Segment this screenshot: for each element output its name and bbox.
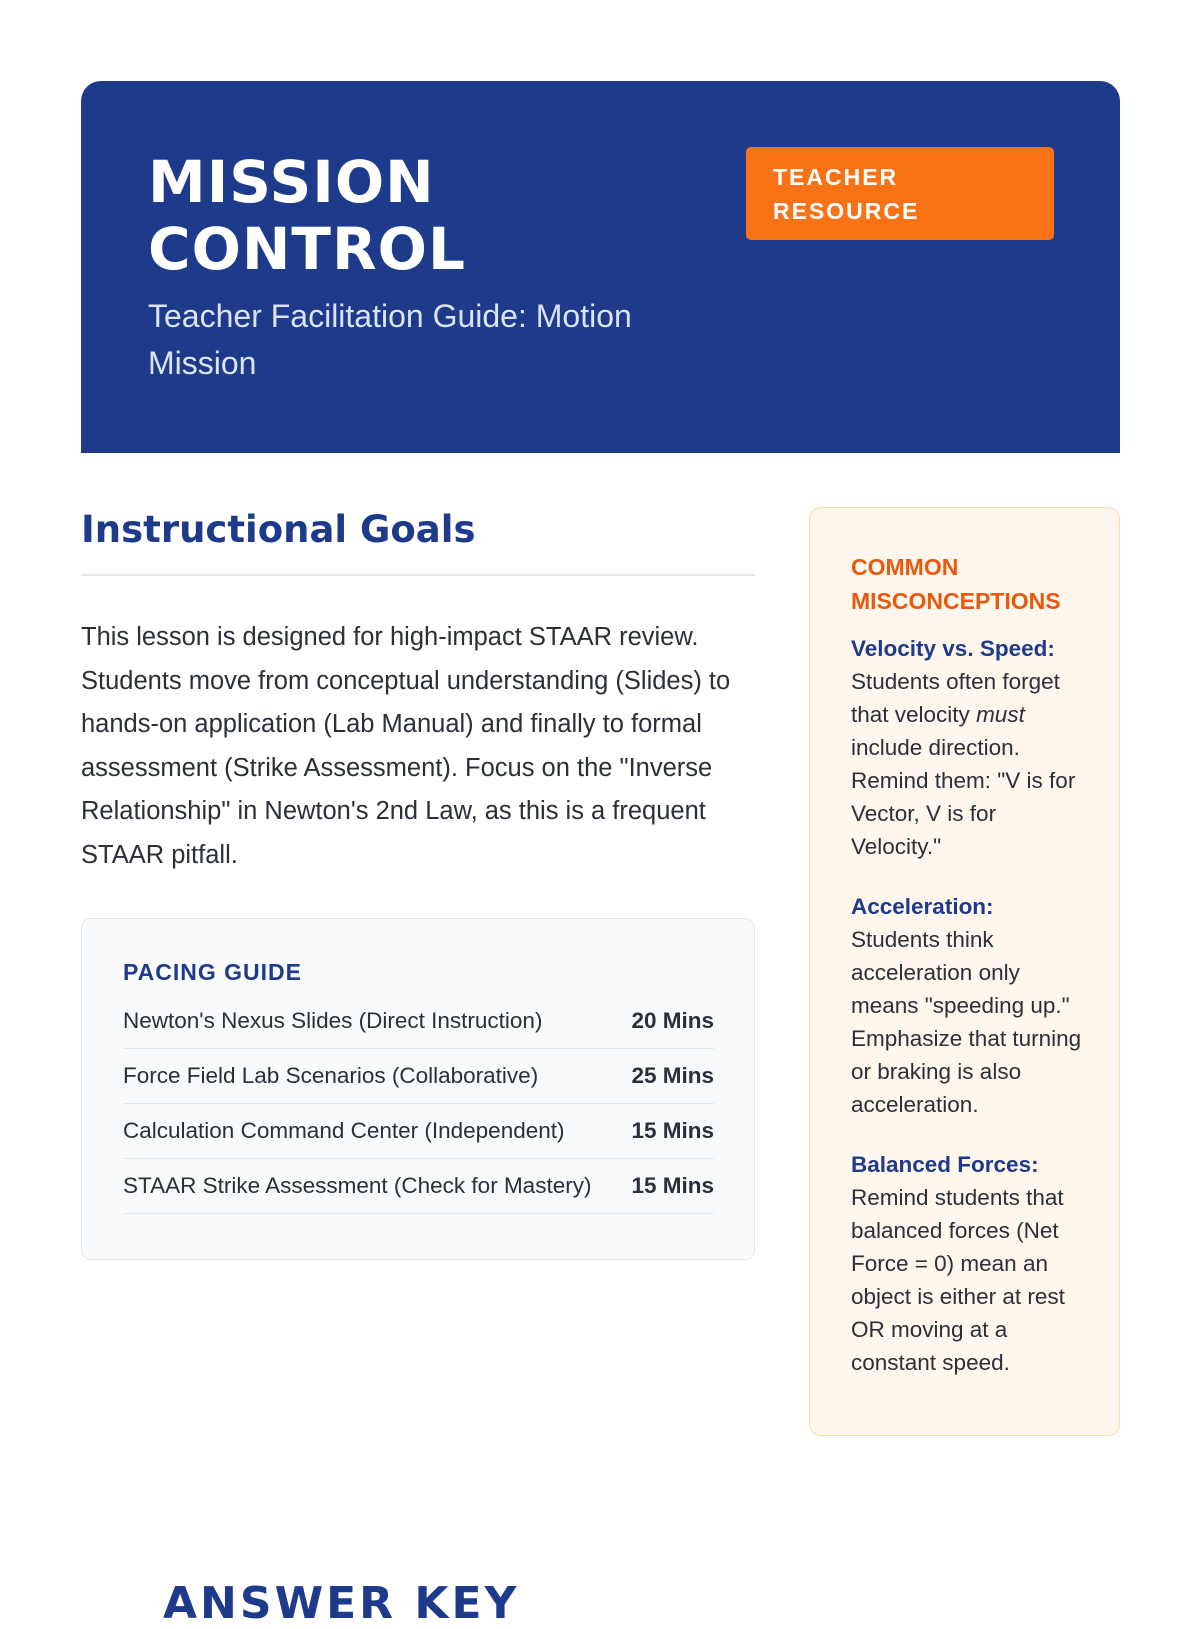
- item-text: Remind students that balanced forces (Net Force = 0) mean an object is either at rest OR moving at a constant speed.: [851, 1185, 1065, 1375]
- pacing-row: [123, 1159, 714, 1214]
- pacing-row: [123, 994, 714, 1049]
- item-text: Students often forget that velocity: [851, 669, 1060, 727]
- title-line-2: CONTROL: [148, 215, 466, 283]
- activity: Force Field Lab Scenarios (Collaborative): [123, 1063, 539, 1088]
- duration: 25 Mins: [631, 1063, 714, 1088]
- badge-line-1: TEACHER: [773, 164, 899, 190]
- item-emphasis: must: [976, 702, 1025, 727]
- item-label: Velocity vs. Speed:: [851, 636, 1055, 661]
- pacing-guide-heading: PACING GUIDE: [123, 959, 302, 985]
- activity: Calculation Command Center (Independent): [123, 1118, 565, 1143]
- pacing-row: [123, 1104, 714, 1159]
- badge-line-2: RESOURCE: [773, 198, 920, 224]
- pacing-row: [123, 1049, 714, 1104]
- duration: 15 Mins: [631, 1118, 714, 1143]
- duration: 20 Mins: [631, 1008, 714, 1033]
- duration: 15 Mins: [631, 1173, 714, 1198]
- item-label: Acceleration:: [851, 894, 994, 919]
- misconceptions-panel: [809, 507, 1120, 1436]
- misconception-item: [851, 1148, 1083, 1379]
- misconception-item: [851, 632, 1083, 863]
- page-title: [148, 149, 466, 283]
- teacher-resource-badge: [746, 147, 1054, 240]
- title-line-1: MISSION: [148, 148, 435, 216]
- page-subtitle: Teacher Facilitation Guide: Motion Mission: [148, 298, 632, 381]
- misconception-item: [851, 890, 1083, 1121]
- activity: STAAR Strike Assessment (Check for Mastery): [123, 1173, 592, 1198]
- instructional-goals-text: This lesson is designed for high-impact STAAR review. Students move from conceptual understanding (Slides) to hands-on application (Lab Manual) and finally to formal assessment (Strike Assessment). Focus on the "Inverse Relationship" in Newton's 2nd Law, as this is a frequent STAAR pitfall.: [81, 623, 731, 869]
- activity: Newton's Nexus Slides (Direct Instruction): [123, 1008, 543, 1033]
- item-label: Balanced Forces:: [851, 1152, 1039, 1177]
- pacing-guide: [81, 918, 755, 1260]
- misconceptions-heading: COMMON MISCONCEPTIONS: [851, 554, 1061, 614]
- answer-key-heading: ANSWER KEY: [163, 1578, 520, 1629]
- page-header: [81, 81, 1120, 453]
- item-text: Students think acceleration only means "speeding up." Emphasize that turning or braking is also acceleration.: [851, 927, 1082, 1117]
- instructional-goals-heading: Instructional Goals: [81, 508, 476, 551]
- divider: [81, 574, 755, 576]
- item-text: include direction. Remind them: "V is for Vector, V is for Velocity.": [851, 735, 1076, 859]
